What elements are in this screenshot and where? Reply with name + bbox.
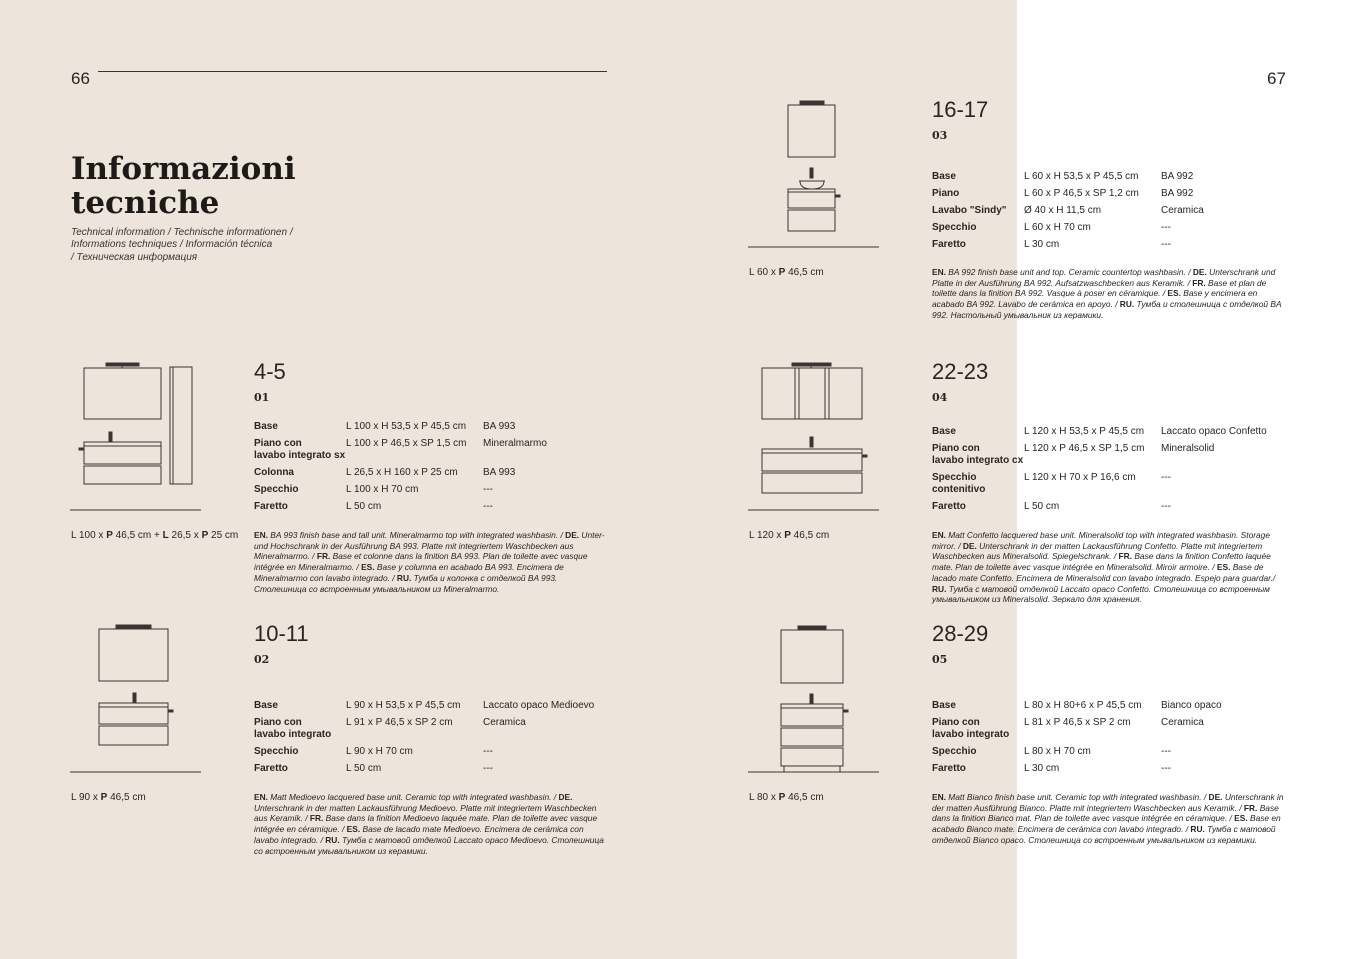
header-rule	[98, 71, 607, 72]
title-line-1: Informazioni	[71, 151, 296, 187]
spec-row: Faretto L 30 cm ---	[932, 763, 1171, 774]
section-number: 10-11	[254, 621, 309, 646]
spec-row: Specchio L 80 x H 70 cm ---	[932, 746, 1171, 757]
section-01	[254, 360, 286, 404]
spec-row: Piano con lavabo integrato L 81 x P 46,5 x SP 2 cm Ceramica	[932, 717, 1204, 740]
spec-row: Colonna L 26,5 x H 160 x P 25 cm BA 993	[254, 467, 516, 478]
description-section-04: EN. Matt Confetto lacquered base unit. Mineralsolid top with integrated washbasin. Storage mirror. / DE. Unterschrank in der matten Lackausführung Confetto. Platte mit integriertem Waschbecken aus Mineralsolid. Spiegelschrank. / FR. Base dans la finition Confetto laquée mate. Plan de toilette avec vasque intégrée en Mineralsolid. Miroir armoire. / ES. Base de lacado mate Confetto. Encimera de Mineralsolid con lavabo integrado. Espejo para guardar./ RU. Тумба с матовой отделкой Laccato opaco Confetto. Столешница со встроенным умывальником из Mineralsolid. Зеркало для хранения.	[932, 530, 1276, 605]
section-03	[932, 98, 988, 142]
spec-row: Base L 100 x H 53,5 x P 45,5 cm BA 993	[254, 421, 516, 432]
spec-table-section-01	[254, 421, 613, 518]
section-number: 16-17	[932, 97, 989, 122]
spec-row: Base L 120 x H 53,5 x P 45,5 cm Laccato opaco Confetto	[932, 426, 1267, 437]
spec-row: Faretto L 50 cm ---	[932, 501, 1171, 512]
spec-row: Piano con lavabo integrato L 91 x P 46,5 x SP 2 cm Ceramica	[254, 717, 526, 740]
section-number: 28-29	[932, 621, 989, 646]
spec-row: Faretto L 50 cm ---	[254, 501, 493, 512]
spec-table-section-04	[932, 426, 1291, 518]
spec-row: Base L 90 x H 53,5 x P 45,5 cm Laccato opaco Medioevo	[254, 700, 595, 711]
spec-table-section-03	[932, 171, 1291, 256]
section-code: 05	[932, 653, 948, 666]
dimensions-section-02: L 90 x P 46,5 cm	[71, 792, 146, 803]
dimensions-section-03: L 60 x P 46,5 cm	[749, 267, 824, 278]
drawing-section-04	[748, 358, 888, 518]
page-number-right: 67	[1267, 69, 1286, 88]
drawing-section-05	[748, 620, 888, 780]
spec-row: Specchio contenitivo L 120 x H 70 x P 16,6 cm ---	[932, 472, 1171, 495]
description-section-01: EN. BA 993 finish base and tall unit. Mineralmarmo top with integrated washbasin. / DE. Unter- und Hochschrank in der Ausführung BA 993. Platte mit integriertem Waschbecken aus Mineralmarmo. / FR. Base et colonne dans la finition BA 993. Plan de toilette avec vasque intégrée en Mineralmarmo. / ES. Base y columna en acabado BA 993. Encimera de Mineralmarmo con lavabo integrado. / RU. Тумба и колонка с отделкой BA 993. Столешница со встроенным умывальником из Mineralmarmo.	[254, 530, 605, 594]
spec-row: Base L 80 x H 80+6 x P 45,5 cm Bianco opaco	[932, 700, 1222, 711]
title-line-2: tecniche	[71, 185, 220, 221]
section-05	[932, 622, 988, 666]
section-code: 01	[254, 391, 270, 404]
spec-row: Specchio L 90 x H 70 cm ---	[254, 746, 493, 757]
dimensions-section-04: L 120 x P 46,5 cm	[749, 530, 830, 541]
section-02	[254, 622, 309, 666]
spec-row: Base L 60 x H 53,5 x P 45,5 cm BA 992	[932, 171, 1194, 182]
section-number: 22-23	[932, 359, 989, 384]
drawing-section-03	[748, 95, 888, 255]
spec-row: Faretto L 50 cm ---	[254, 763, 493, 774]
drawing-section-02	[70, 620, 210, 780]
section-code: 04	[932, 391, 948, 404]
spec-row: Specchio L 60 x H 70 cm ---	[932, 222, 1171, 233]
spec-row: Piano L 60 x P 46,5 x SP 1,2 cm BA 992	[932, 188, 1194, 199]
section-04	[932, 360, 988, 404]
description-section-05: EN. Matt Bianco finish base unit. Ceramic top with integrated washbasin. / DE. Unterschrank in der matten Ausführung Bianco. Platte mit integriertem Waschbecken aus Keramik. / FR. Base dans la finition Bianco mat. Plan de toilette avec vasque intégrée en céramique. / ES. Base en acabado Bianco mate. Encimera de cerámica con lavabo integrado. / RU. Тумба с матовой отделкой Bianco opaco. Столешница со встроенным умывальником из керамики.	[932, 792, 1284, 845]
section-code: 02	[254, 653, 270, 666]
section-number: 4-5	[254, 359, 286, 384]
spec-row: Lavabo "Sindy" Ø 40 x H 11,5 cm Ceramica	[932, 205, 1204, 216]
drawing-section-01	[70, 358, 210, 518]
spec-row: Piano con lavabo integrato cx L 120 x P 46,5 x SP 1,5 cm Mineralsolid	[932, 443, 1215, 466]
spec-table-section-02	[254, 700, 613, 780]
description-section-03: EN. BA 992 finish base unit and top. Ceramic countertop washbasin. / DE. Unterschrank und Platte in der Ausführung BA 992. Aufsatzwaschbecken aus Keramik. / FR. Base et plan de toilette dans la finition BA 992. Vasque à poser en céramique. / ES. Base y encimera en acabado BA 992. Lavabo de cerámica en apoyo. / RU. Тумба и столешница с отделкой BA 992. Настольный умывальник из керамики.	[932, 267, 1282, 320]
dimensions-section-05: L 80 x P 46,5 cm	[749, 792, 824, 803]
spec-table-section-05	[932, 700, 1291, 780]
spec-row: Piano con lavabo integrato sx L 100 x P 46,5 x SP 1,5 cm Mineralmarmo	[254, 438, 547, 461]
section-code: 03	[932, 129, 948, 142]
page-title	[71, 152, 296, 220]
dimensions-section-01: L 100 x P 46,5 cm + L 26,5 x P 25 cm	[71, 530, 239, 541]
description-section-02: EN. Matt Medioevo lacquered base unit. Ceramic top with integrated washbasin. / DE. Unterschrank in der matten Lackausführung Medioevo. Platte mit integriertem Waschbecken aus Keramik. / FR. Base dans la finition Medioevo laquée mate. Plan de toilette avec vasque intégrée en céramique. / ES. Base de lacado mate Medioevo. Encimera de cerámica con lavabo integrado. / RU. Тумба с матовой отделкой Laccato opaco Medioevo. Столешница со встроенным умывальником из керамики.	[254, 792, 604, 856]
spec-row: Specchio L 100 x H 70 cm ---	[254, 484, 493, 495]
page-subtitle: Technical information / Technische informationen / Informations techniques / Información técnica / Техническая информация	[71, 227, 293, 263]
page-number-left: 66	[71, 69, 90, 88]
spec-row: Faretto L 30 cm ---	[932, 239, 1171, 250]
